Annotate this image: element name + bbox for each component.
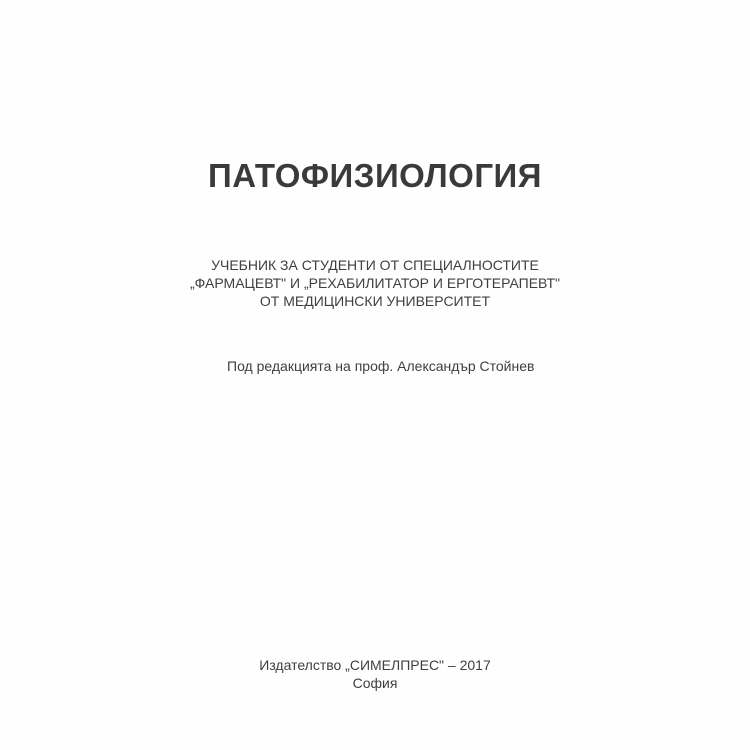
subtitle-line-1: УЧЕБНИК ЗА СТУДЕНТИ ОТ СПЕЦИАЛНОСТИТЕ — [211, 257, 539, 273]
subtitle-line-3: ОТ МЕДИЦИНСКИ УНИВЕРСИТЕТ — [259, 293, 491, 309]
editor-credit: Под редакцията на проф. Александър Стойнев — [227, 358, 535, 374]
city-line: София — [352, 675, 398, 691]
publisher-block — [0, 656, 750, 692]
book-title: ПАТОФИЗИОЛОГИЯ — [207, 157, 542, 194]
book-subtitle — [0, 256, 750, 310]
subtitle-line-2: „ФАРМАЦЕВТ" И „РЕХАБИЛИТАТОР И ЕРГОТЕРАПЕВТ" — [190, 275, 560, 291]
publisher-line: Издателство „СИМЕЛПРЕС" – 2017 — [259, 657, 491, 673]
